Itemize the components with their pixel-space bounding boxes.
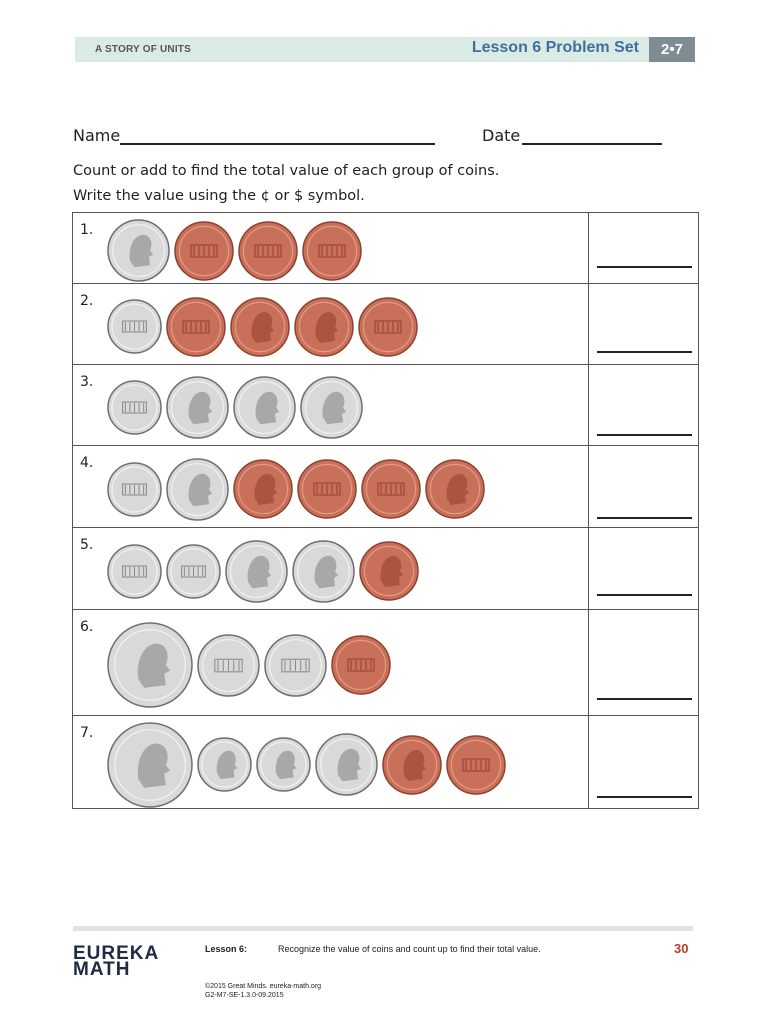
problem-number: 6.	[80, 619, 94, 635]
penny-tails-coin-icon	[238, 221, 298, 281]
answer-blank[interactable]	[597, 796, 692, 798]
answer-blank[interactable]	[597, 266, 692, 268]
footer-divider	[73, 926, 693, 931]
nickel-heads-coin-icon	[292, 540, 355, 603]
problem-row	[73, 213, 698, 284]
dime-tails-coin-icon	[107, 544, 162, 599]
series-label: A STORY OF UNITS	[95, 44, 191, 55]
answer-cell	[588, 365, 699, 445]
answer-blank[interactable]	[597, 434, 692, 436]
lesson-header	[75, 37, 695, 62]
logo-line-1: EUREKA	[73, 943, 160, 964]
penny-tails-coin-icon	[297, 459, 357, 519]
footer-lesson: Lesson 6:	[205, 944, 248, 954]
problem-row	[73, 610, 698, 716]
problem-number: 1.	[80, 222, 94, 238]
penny-heads-coin-icon	[230, 297, 290, 357]
problem-row	[73, 716, 698, 809]
problem-row	[73, 446, 698, 528]
logo-line-2: MATH	[73, 959, 131, 980]
instruction-line-2: Write the value using the ¢ or $ symbol.	[73, 188, 365, 204]
nickel-heads-coin-icon	[315, 733, 378, 796]
nickel-heads-coin-icon	[166, 458, 229, 521]
nickel-tails-coin-icon	[197, 634, 260, 697]
problem-number: 2.	[80, 293, 94, 309]
eureka-math-logo	[73, 943, 160, 980]
date-label: Date	[482, 126, 521, 145]
nickel-heads-coin-icon	[233, 376, 296, 439]
problem-row	[73, 284, 698, 365]
answer-cell	[588, 528, 699, 609]
penny-heads-coin-icon	[294, 297, 354, 357]
footer-copyright-block	[205, 982, 321, 1000]
penny-tails-coin-icon	[446, 735, 506, 795]
problem-row	[73, 365, 698, 446]
penny-heads-coin-icon	[233, 459, 293, 519]
answer-blank[interactable]	[597, 517, 692, 519]
page-number: 30	[674, 941, 689, 956]
problem-row	[73, 528, 698, 610]
answer-blank[interactable]	[597, 594, 692, 596]
penny-heads-coin-icon	[359, 541, 419, 601]
dime-heads-coin-icon	[197, 737, 252, 792]
answer-cell	[588, 213, 699, 283]
dime-tails-coin-icon	[107, 380, 162, 435]
dime-tails-coin-icon	[166, 544, 221, 599]
penny-tails-coin-icon	[166, 297, 226, 357]
penny-tails-coin-icon	[358, 297, 418, 357]
problem-number: 7.	[80, 725, 94, 741]
footer-description: Recognize the value of coins and count up to find their total value.	[278, 944, 541, 954]
instruction-line-1: Count or add to find the total value of each group of coins.	[73, 163, 500, 179]
answer-blank[interactable]	[597, 698, 692, 700]
date-field[interactable]	[522, 143, 662, 145]
penny-tails-coin-icon	[331, 635, 391, 695]
name-field[interactable]	[120, 143, 435, 145]
answer-blank[interactable]	[597, 351, 692, 353]
answer-cell	[588, 610, 699, 715]
quarter-heads-coin-icon	[107, 622, 193, 708]
quarter-heads-coin-icon	[107, 722, 193, 808]
problem-number: 5.	[80, 537, 94, 553]
nickel-heads-coin-icon	[225, 540, 288, 603]
grade-module-badge: 2•7	[649, 37, 695, 62]
penny-tails-coin-icon	[174, 221, 234, 281]
penny-heads-coin-icon	[382, 735, 442, 795]
dime-tails-coin-icon	[107, 299, 162, 354]
penny-heads-coin-icon	[425, 459, 485, 519]
name-label: Name	[73, 126, 121, 145]
dime-heads-coin-icon	[256, 737, 311, 792]
answer-cell	[588, 446, 699, 527]
problem-number: 4.	[80, 455, 94, 471]
penny-tails-coin-icon	[361, 459, 421, 519]
answer-cell	[588, 716, 699, 809]
nickel-heads-coin-icon	[300, 376, 363, 439]
nickel-tails-coin-icon	[264, 634, 327, 697]
lesson-title: Lesson 6 Problem Set	[471, 39, 639, 56]
footer-code: G2-M7-SE-1.3.0-09.2015	[205, 992, 284, 999]
answer-cell	[588, 284, 699, 364]
nickel-heads-coin-icon	[166, 376, 229, 439]
problem-number: 3.	[80, 374, 94, 390]
footer-copyright: ©2015 Great Minds. eureka-math.org	[205, 983, 322, 990]
nickel-heads-coin-icon	[107, 219, 170, 282]
dime-tails-coin-icon	[107, 462, 162, 517]
problems-table	[72, 212, 699, 809]
penny-tails-coin-icon	[302, 221, 362, 281]
